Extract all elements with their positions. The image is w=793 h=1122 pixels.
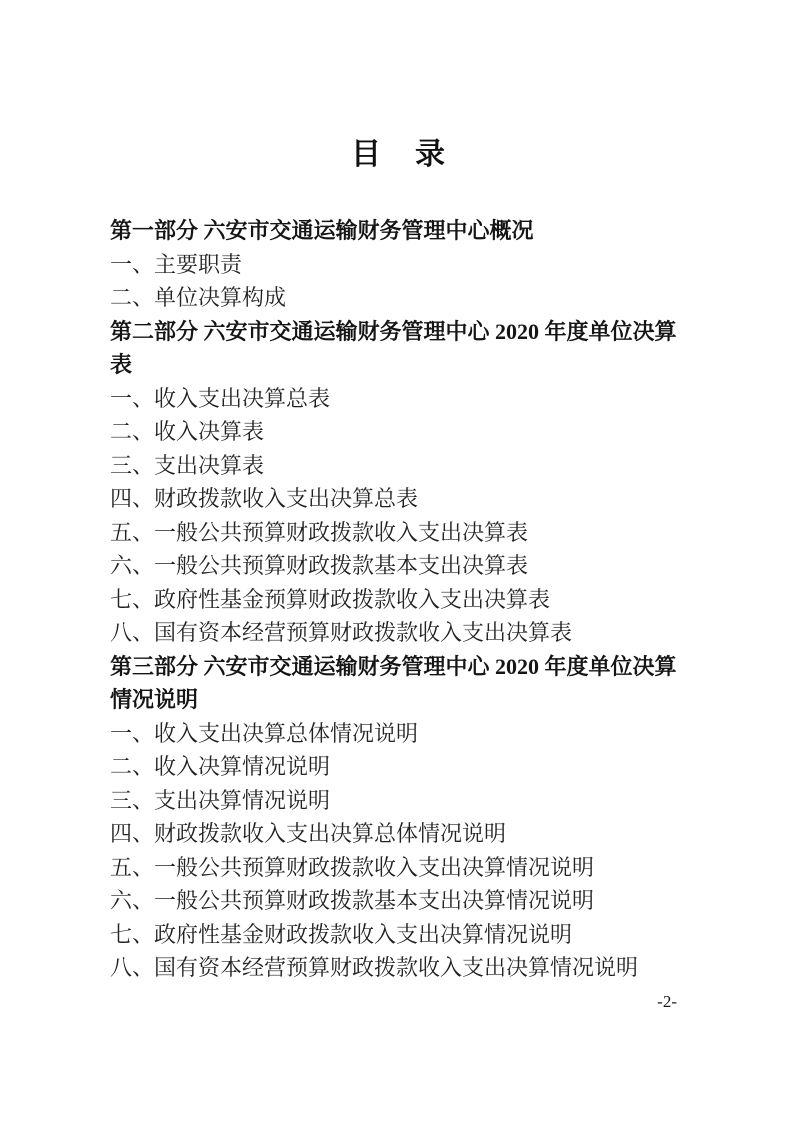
toc-item: 一、收入支出决算总表 xyxy=(110,385,331,411)
toc-item: 八、国有资本经营预算财政拨款收入支出决算情况说明 xyxy=(110,955,639,980)
toc-item: 八、国有资本经营预算财政拨款收入支出决算表 xyxy=(110,620,573,645)
toc-content xyxy=(110,138,688,985)
toc-section-heading-2: 第二部分 六安市交通运输财务管理中心 2020 年度单位决算表 xyxy=(110,318,677,377)
toc-item: 二、收入决算情况说明 xyxy=(110,754,331,779)
doc-title: 目 录 xyxy=(351,138,447,171)
toc-item: 七、政府性基金财政拨款收入支出决算情况说明 xyxy=(110,921,573,947)
toc-item: 六、一般公共预算财政拨款基本支出决算情况说明 xyxy=(110,888,595,913)
toc-section-heading-1: 第一部分 六安市交通运输财务管理中心概况 xyxy=(110,218,534,243)
page-number: -2- xyxy=(657,992,677,1011)
toc-item: 三、支出决算表 xyxy=(110,452,265,478)
toc-item: 五、一般公共预算财政拨款收入支出决算表 xyxy=(110,519,529,545)
toc-item: 四、财政拨款收入支出决算总表 xyxy=(110,486,419,511)
toc-item: 二、单位决算构成 xyxy=(110,285,287,310)
toc-item: 六、一般公共预算财政拨款基本支出决算表 xyxy=(110,553,529,578)
toc-item: 五、一般公共预算财政拨款收入支出决算情况说明 xyxy=(110,854,595,880)
toc-item: 四、财政拨款收入支出决算总体情况说明 xyxy=(110,821,507,846)
toc-section-heading-3: 第三部分 六安市交通运输财务管理中心 2020 年度单位决算情况说明 xyxy=(110,653,677,712)
toc-item: 二、收入决算表 xyxy=(110,419,265,444)
toc-item: 一、主要职责 xyxy=(110,251,243,277)
toc-item: 一、收入支出决算总体情况说明 xyxy=(110,720,419,746)
toc-item: 三、支出决算情况说明 xyxy=(110,787,331,813)
toc-item: 七、政府性基金预算财政拨款收入支出决算表 xyxy=(110,586,551,612)
